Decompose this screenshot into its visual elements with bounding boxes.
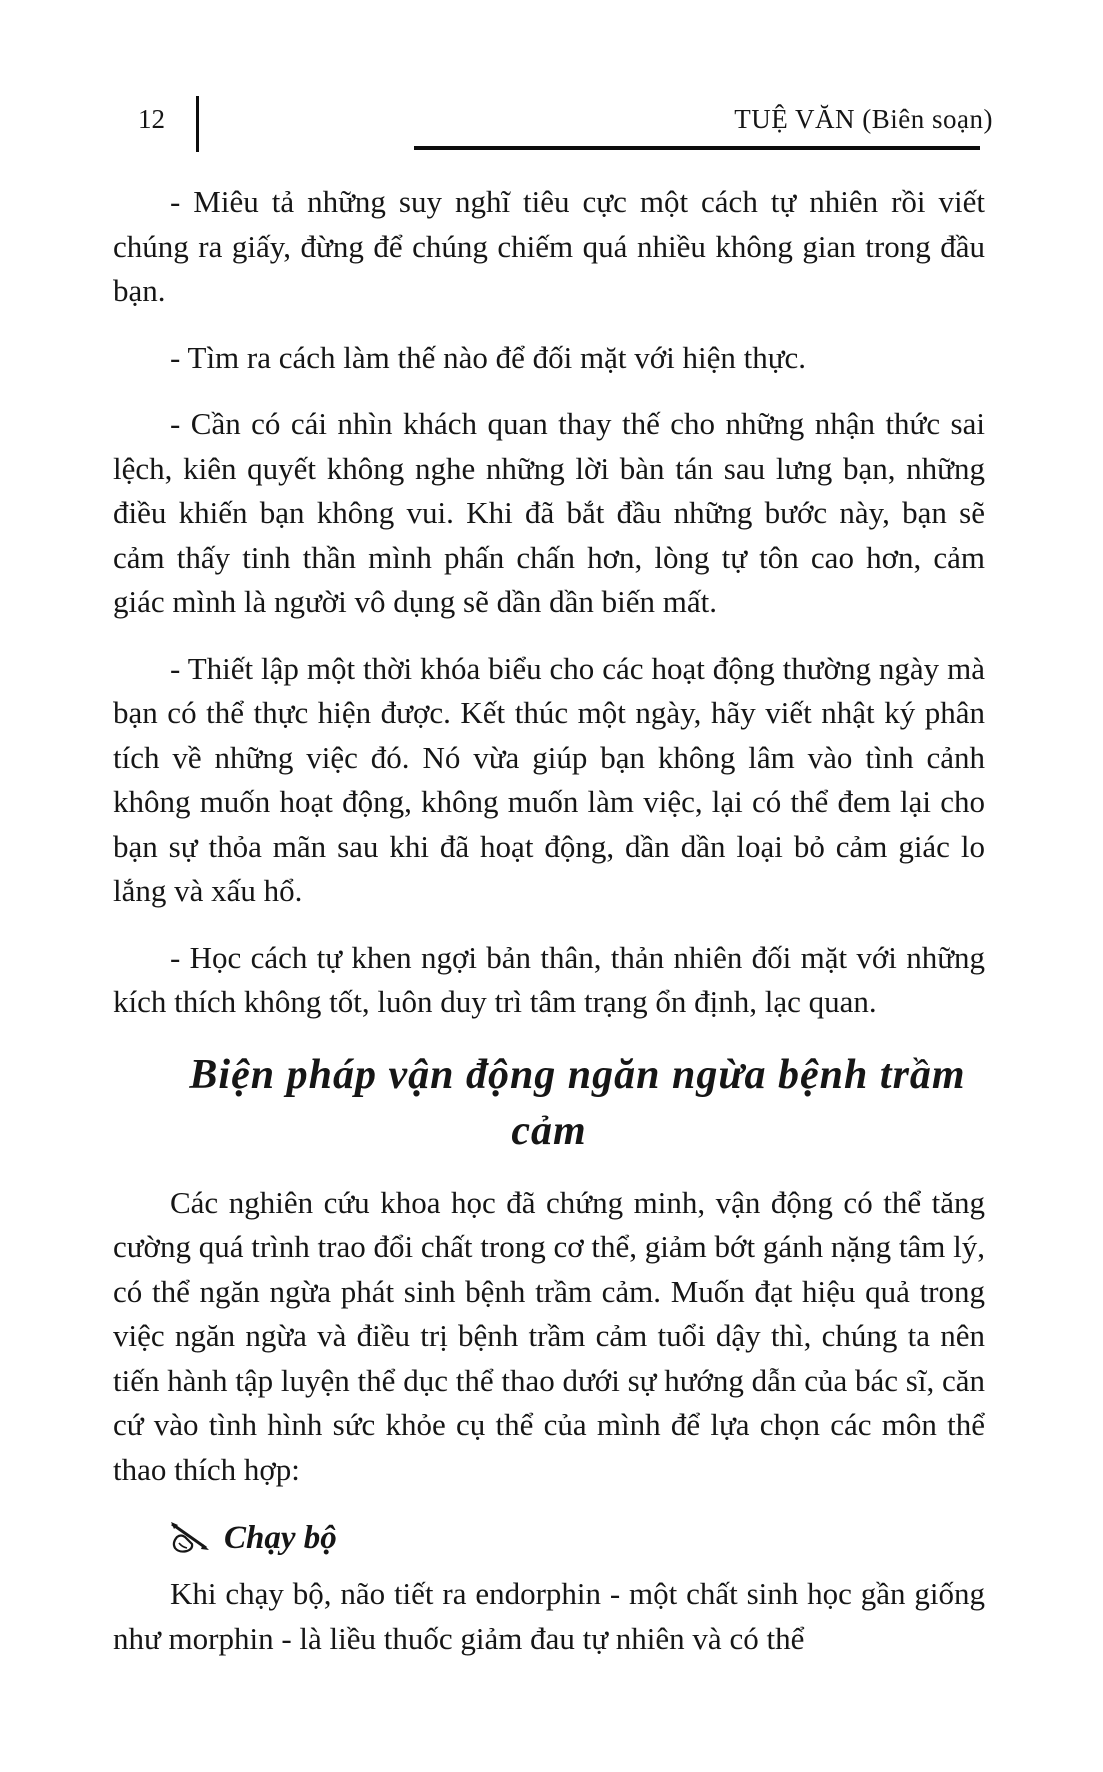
header-rule: [414, 146, 980, 150]
bullet-paragraph: - Cần có cái nhìn khách quan thay thế cho những nhận thức sai lệch, kiên quyết không nghe những lời bàn tán sau lưng bạn, những điều khiến bạn không vui. Khi đã bắt đầu những bước này, bạn sẽ cảm thấy tinh thần mình phấn chấn hơn, lòng tự tôn cao hơn, cảm giác mình là người vô dụng sẽ dần dần biến mất.: [113, 406, 985, 619]
sub-heading: [170, 1514, 985, 1562]
section-heading: Biện pháp vận động ngăn ngừa bệnh trầm cảm: [189, 1051, 966, 1154]
header-author: TUỆ VĂN (Biên soạn): [734, 104, 993, 134]
writing-hand-icon: [170, 1521, 210, 1555]
sub-heading-label: Chạy bộ: [224, 1519, 337, 1556]
bullet-paragraph: - Học cách tự khen ngợi bản thân, thản nhiên đối mặt với những kích thích không tốt, luôn duy trì tâm trạng ổn định, lạc quan.: [113, 939, 985, 1019]
bullet-paragraph: - Tìm ra cách làm thế nào để đối mặt với hiện thực.: [170, 339, 807, 375]
header-divider: [196, 96, 199, 152]
body-text: [113, 180, 985, 1683]
page-number: 12: [138, 104, 165, 134]
sub-paragraph: Khi chạy bộ, não tiết ra endorphin - một chất sinh học gần giống như morphin - là liều thuốc giảm đau tự nhiên và có thể: [113, 1576, 985, 1656]
bullet-paragraph: - Thiết lập một thời khóa biểu cho các hoạt động thường ngày mà bạn có thể thực hiện được. Kết thúc một ngày, hãy viết nhật ký phân tích về những việc đó. Nó vừa giúp bạn không lâm vào tình cảnh không muốn hoạt động, không muốn làm việc, lại có thể đem lại cho bạn sự thỏa mãn sau khi đã hoạt động, dần dần loại bỏ cảm giác lo lắng và xấu hổ.: [113, 650, 985, 908]
bullet-paragraph: - Miêu tả những suy nghĩ tiêu cực một cách tự nhiên rồi viết chúng ra giấy, đừng để chúng chiếm quá nhiều không gian trong đầu bạn.: [113, 184, 985, 308]
section-intro-paragraph: Các nghiên cứu khoa học đã chứng minh, vận động có thể tăng cường quá trình trao đổi chất trong cơ thể, giảm bớt gánh nặng tâm lý, có thể ngăn ngừa phát sinh bệnh trầm cảm. Muốn đạt hiệu quả trong việc ngăn ngừa và điều trị bệnh trầm cảm tuổi dậy thì, chúng ta nên tiến hành tập luyện thể dục thể thao dưới sự hướng dẫn của bác sĩ, căn cứ vào tình hình sức khỏe cụ thể của mình để lựa chọn các môn thể thao thích hợp:: [113, 1184, 985, 1487]
